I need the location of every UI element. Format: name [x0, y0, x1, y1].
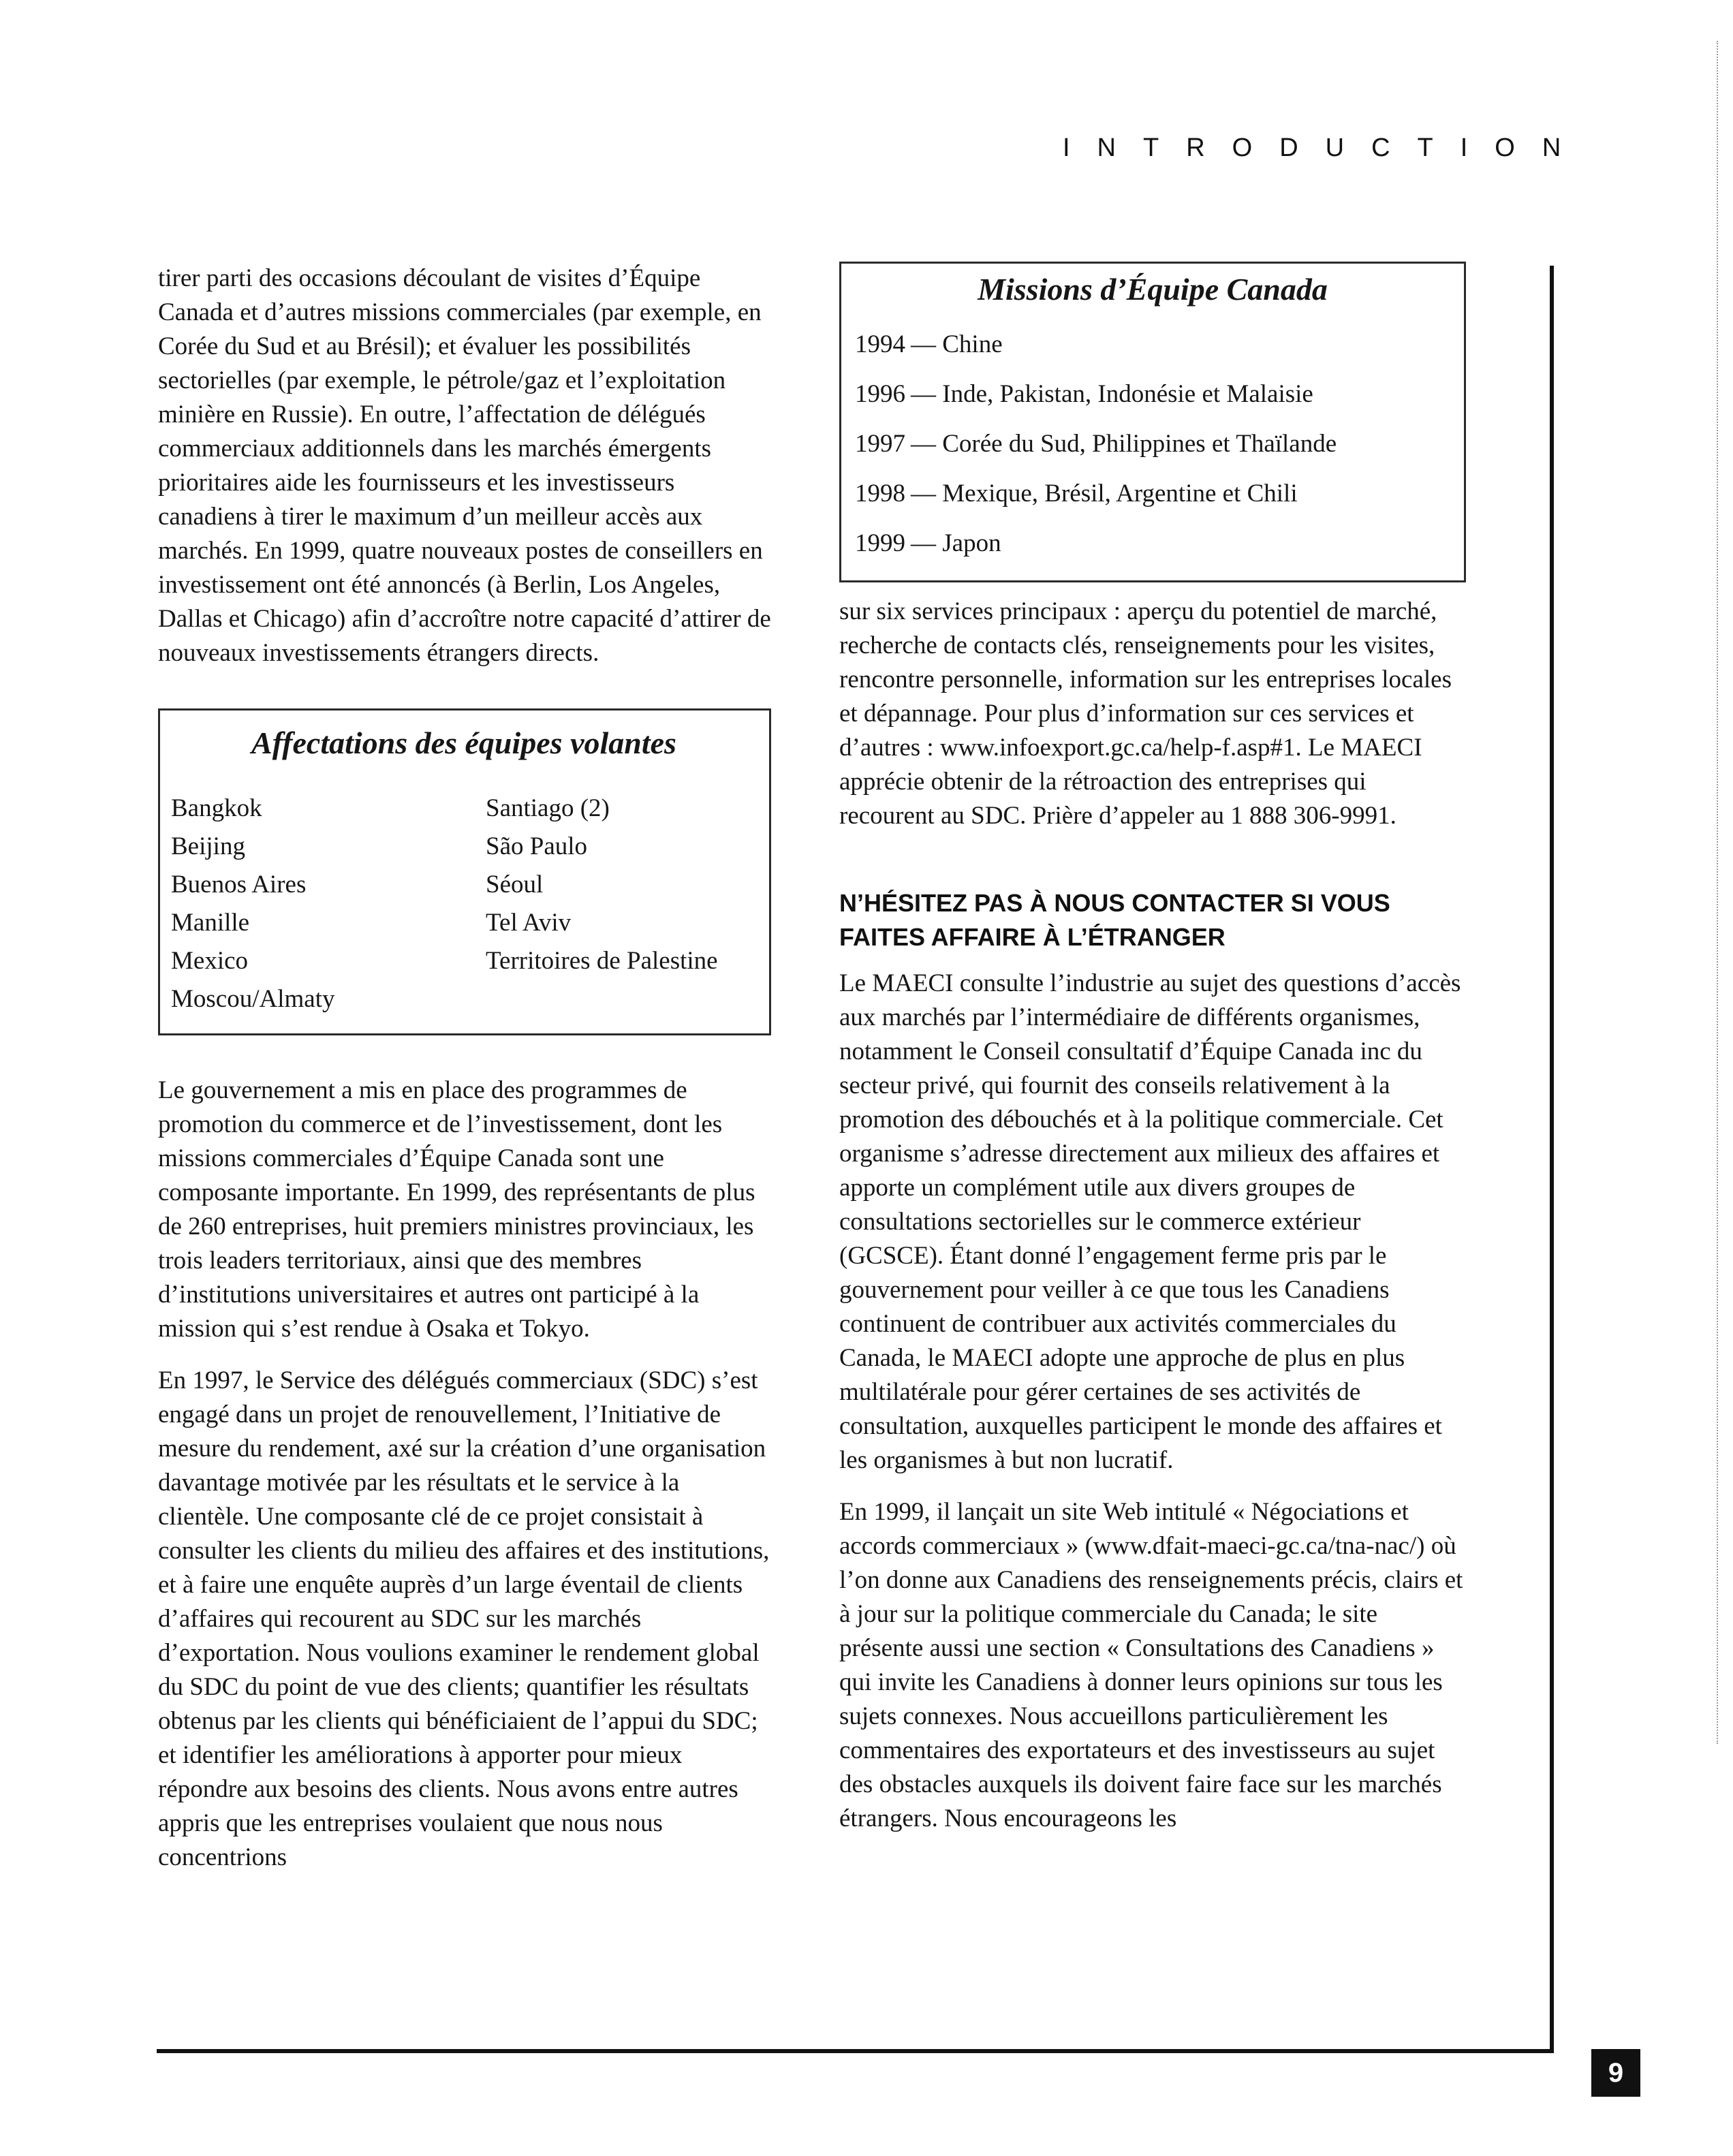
right-paragraph-1: sur six services principaux : aperçu du potentiel de marché, recherche de contacts clés, renseignements pour les visites, rencontre personnelle, information sur les entreprises locales et dépannage. Pour plus d’information sur ces services et d’autres : www.infoexport.gc.ca/help-f.asp#1. Le MAECI apprécie obtenir de la rétroaction des entreprises qui recourent au SDC. Prière d’appeler au 1 888 306-9991.	[839, 597, 1452, 830]
city-column-2	[486, 790, 718, 1018]
mission-year: 1996	[855, 380, 905, 408]
vertical-rule	[1550, 266, 1554, 2050]
city-item: Buenos Aires	[171, 871, 307, 899]
mission-dash: —	[911, 480, 936, 507]
left-paragraph-2: Le gouvernement a mis en place des programmes de promotion du commerce et de l’investissement, dont les missions commerciales d’Équipe Canada sont une composante importante. En 1999, des représentants de plus de 260 entreprises, huit premiers ministres provinciaux, les trois leaders territoriaux, ainsi que des membres d’institutions universitaires et autres ont participé à la mission qui s’est rendue à Osaka et Tokyo.	[158, 1076, 755, 1343]
bottom-rule	[157, 2049, 1554, 2053]
scan-edge-decoration	[1717, 41, 1720, 1744]
mission-destinations: Chine	[942, 330, 1003, 358]
mission-dash: —	[911, 330, 936, 358]
flying-teams-box	[158, 708, 771, 1035]
flying-teams-title: Affectations des équipes volantes	[251, 725, 676, 760]
mission-destinations: Inde, Pakistan, Indonésie et Malaisie	[942, 380, 1313, 408]
city-item: Territoires de Palestine	[486, 947, 718, 975]
city-item: São Paulo	[486, 832, 588, 860]
city-item: Tel Aviv	[486, 909, 572, 937]
page-number: 9	[1591, 2049, 1640, 2097]
mission-item	[855, 469, 1450, 518]
city-item: Bangkok	[171, 794, 262, 822]
mission-item	[855, 319, 1450, 369]
city-item: Moscou/Almaty	[171, 985, 335, 1013]
city-column-1	[171, 790, 486, 1018]
right-paragraph-3: En 1999, il lançait un site Web intitulé « Négociations et accords commerciaux » (www.dfait-maeci-gc.ca/tna-nac/) où l’on donne aux Canadiens des renseignements précis, clairs et à jour sur la politique commerciale du Canada; le site présente aussi une section « Consultations des Canadiens » qui invite les Canadiens à donner leurs opinions sur tous les sujets connexes. Nous accueillons particulièrement les commentaires des exportateurs et des investisseurs au sujet des obstacles auxquels ils doivent faire face sur les marchés étrangers. Nous encourageons les	[839, 1498, 1463, 1832]
mission-dash: —	[911, 380, 936, 408]
section-heading: N’HÉSITEZ PAS À NOUS CONTACTER SI VOUS FAITES AFFAIRE À L’ÉTRANGER	[839, 889, 1390, 951]
right-column	[839, 262, 1466, 1836]
mission-year: 1997	[855, 430, 905, 458]
mission-dash: —	[911, 529, 936, 557]
mission-year: 1999	[855, 529, 905, 557]
city-item: Santiago (2)	[486, 794, 610, 822]
right-paragraph-2: Le MAECI consulte l’industrie au sujet des questions d’accès aux marchés par l’intermédiaire de différents organismes, notamment le Conseil consultatif d’Équipe Canada inc du secteur privé, qui fournit des conseils relativement à la promotion des débouchés et à la politique commerciale. Cet organisme s’adresse directement aux milieux des affaires et apporte un complément utile aux divers groupes de consultations sectorielles sur le commerce extérieur (GCSCE). Étant donné l’engagement ferme pris par le gouvernement pour veiller à ce que tous les Canadiens continuent de contribuer aux activités commerciales du Canada, le MAECI adopte une approche de plus en plus multilatérale pour gérer certaines de ses activités de consultation, auxquelles participent le monde des affaires et les organismes à but non lucratif.	[839, 969, 1461, 1474]
city-item: Séoul	[486, 871, 544, 899]
left-paragraph-1: tirer parti des occasions découlant de visites d’Équipe Canada et d’autres missions commerciales (par exemple, en Corée du Sud et au Brésil); et évaluer les possibilités sectorielles (par exemple, le pétrole/gaz et l’exploitation minière en Russie). En outre, l’affectation de délégués commerciaux additionnels dans les marchés émergents prioritaires aide les fournisseurs et les investisseurs canadiens à tirer le maximum d’un meilleur accès aux marchés. En 1999, quatre nouveaux postes de conseillers en investissement ont été annoncés (à Berlin, Los Angeles, Dallas et Chicago) afin d’accroître notre capacité d’attirer de nouveaux investissements étrangers directs.	[158, 264, 771, 667]
mission-dash: —	[911, 430, 936, 458]
mission-item	[855, 419, 1450, 469]
running-head: INTRODUCTION	[1063, 134, 1589, 162]
mission-destinations: Japon	[942, 529, 1001, 557]
mission-destinations: Corée du Sud, Philippines et Thaïlande	[942, 430, 1337, 458]
missions-title: Missions d’Équipe Canada	[978, 272, 1328, 307]
city-item: Mexico	[171, 947, 249, 975]
mission-destinations: Mexique, Brésil, Argentine et Chili	[942, 480, 1298, 507]
mission-year: 1994	[855, 330, 905, 358]
mission-year: 1998	[855, 480, 905, 507]
mission-item	[855, 518, 1450, 568]
mission-item	[855, 369, 1450, 419]
city-item: Manille	[171, 909, 250, 937]
missions-list	[855, 319, 1450, 568]
city-list	[171, 790, 757, 1018]
missions-box	[839, 262, 1466, 582]
city-item: Beijing	[171, 832, 245, 860]
left-column	[158, 262, 771, 1875]
left-paragraph-3: En 1997, le Service des délégués commerciaux (SDC) s’est engagé dans un projet de renouvellement, l’Initiative de mesure du rendement, axé sur la création d’une organisation davantage motivée par les résultats et le service à la clientèle. Une composante clé de ce projet consistait à consulter les clients du milieu des affaires et des institutions, et à faire une enquête auprès d’un large éventail de clients d’affaires qui recourent au SDC sur les marchés d’exportation. Nous voulions examiner le rendement global du SDC du point de vue des clients; quantifier les résultats obtenus par les clients qui bénéficiaient de l’appui du SDC; et identifier les améliorations à apporter pour mieux répondre aux besoins des clients. Nous avons entre autres appris que les entreprises voulaient que nous nous concentrions	[158, 1366, 770, 1871]
